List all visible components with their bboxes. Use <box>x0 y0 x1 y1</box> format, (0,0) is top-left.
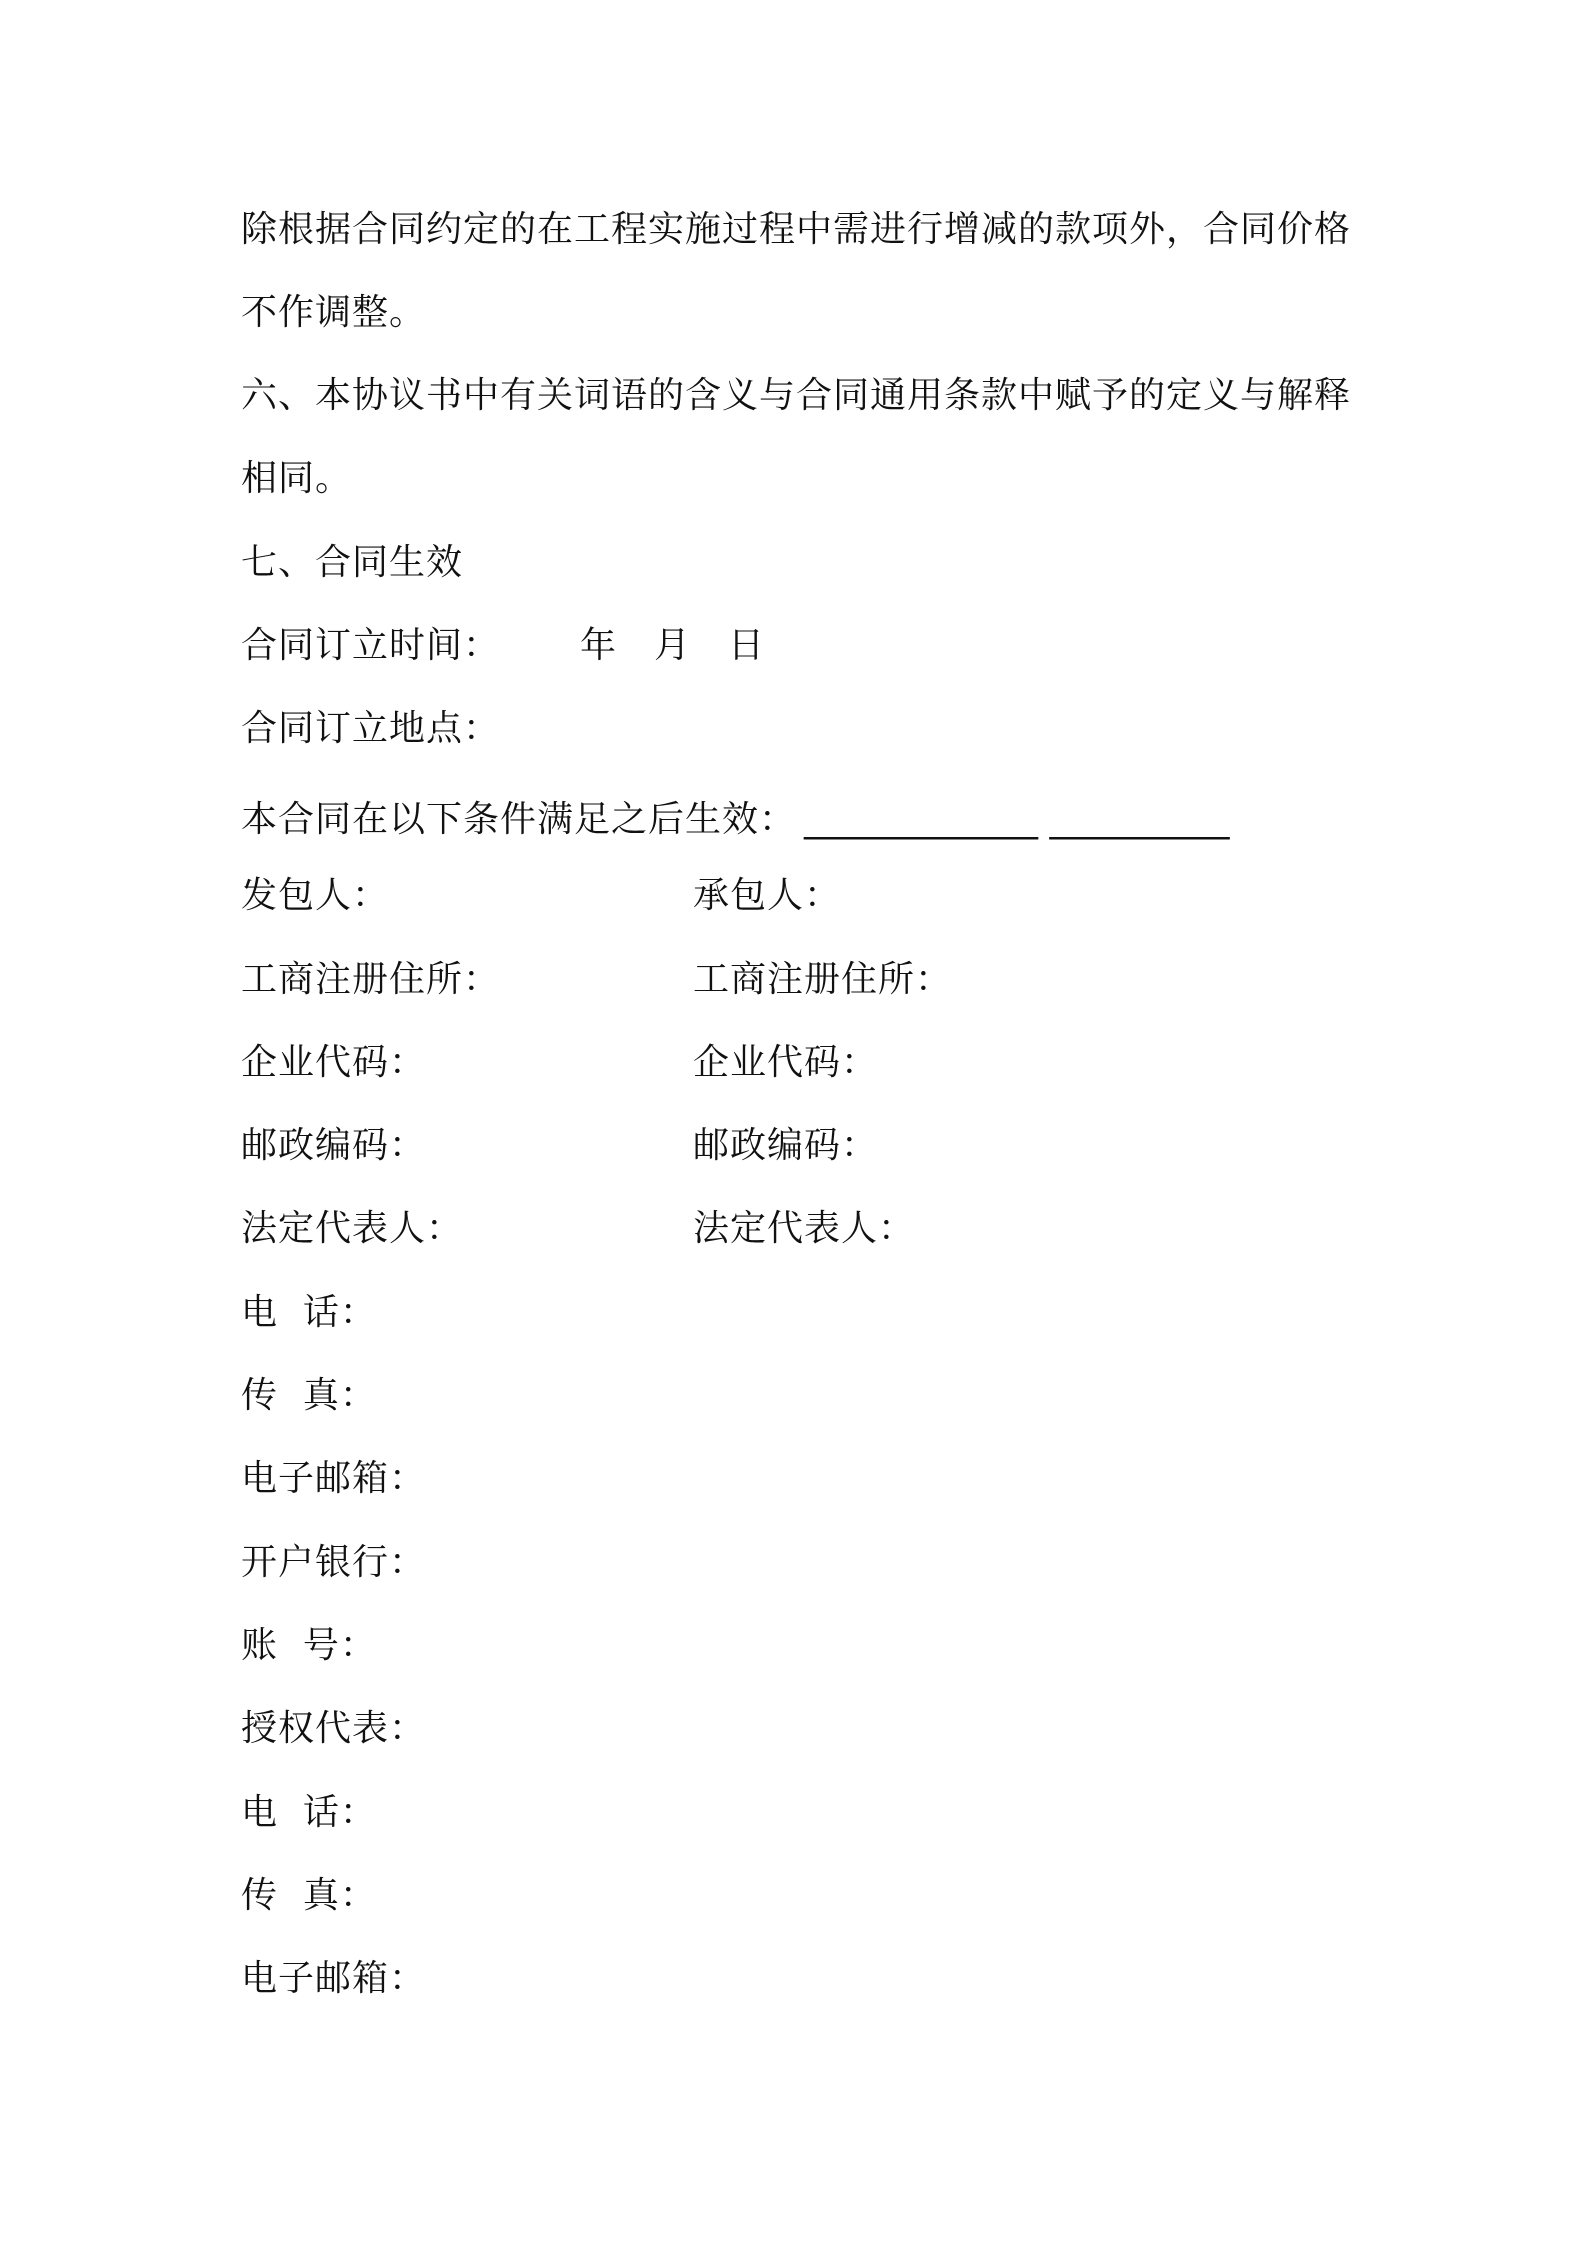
sign-date-year: 年 <box>580 625 618 666</box>
employer-bank: 开户银行： <box>241 1542 427 1583</box>
contractor-postal-code: 邮政编码： <box>693 1125 879 1166</box>
employer-fax-2: 传 真： <box>241 1875 377 1916</box>
employer-postal-code: 邮政编码： <box>241 1125 427 1166</box>
contractor-label: 承包人： <box>693 875 842 916</box>
paragraph-definitions-line-1: 六、本协议书中有关词语的含义与合同通用条款中赋予的定义与解释 <box>241 375 1352 416</box>
section-heading-effective: 七、合同生效 <box>241 542 464 583</box>
employer-fax: 传 真： <box>241 1375 377 1416</box>
paragraph-price-line-2: 不作调整。 <box>241 292 427 333</box>
employer-account: 账 号： <box>241 1625 377 1666</box>
paragraph-price-line-1: 除根据合同约定的在工程实施过程中需进行增减的款项外，合同价格 <box>241 209 1352 250</box>
sign-date-day: 日 <box>728 625 766 666</box>
paragraph-definitions-line-2: 相同。 <box>241 458 353 499</box>
contractor-enterprise-code: 企业代码： <box>693 1042 879 1083</box>
employer-label: 发包人： <box>241 875 390 916</box>
contractor-registered-address: 工商注册住所： <box>693 959 953 1000</box>
employer-phone-2: 电 话： <box>241 1792 377 1833</box>
sign-date-row <box>241 622 841 670</box>
effective-conditions-blank: _____________ __________ <box>804 799 1230 840</box>
employer-enterprise-code: 企业代码： <box>241 1042 427 1083</box>
employer-email: 电子邮箱： <box>241 1458 427 1499</box>
employer-legal-rep: 法定代表人： <box>241 1208 464 1249</box>
employer-phone: 电 话： <box>241 1292 377 1333</box>
sign-date-label: 合同订立时间： <box>241 625 501 666</box>
contractor-legal-rep: 法定代表人： <box>693 1208 916 1249</box>
effective-conditions-label: 本合同在以下条件满足之后生效： <box>241 799 797 840</box>
employer-registered-address: 工商注册住所： <box>241 959 501 1000</box>
sign-date-month: 月 <box>654 625 692 666</box>
employer-email-2: 电子邮箱： <box>241 1958 427 1999</box>
effective-conditions-row <box>241 796 1229 844</box>
employer-authorized-rep: 授权代表： <box>241 1708 427 1749</box>
sign-place-label: 合同订立地点： <box>241 708 501 749</box>
